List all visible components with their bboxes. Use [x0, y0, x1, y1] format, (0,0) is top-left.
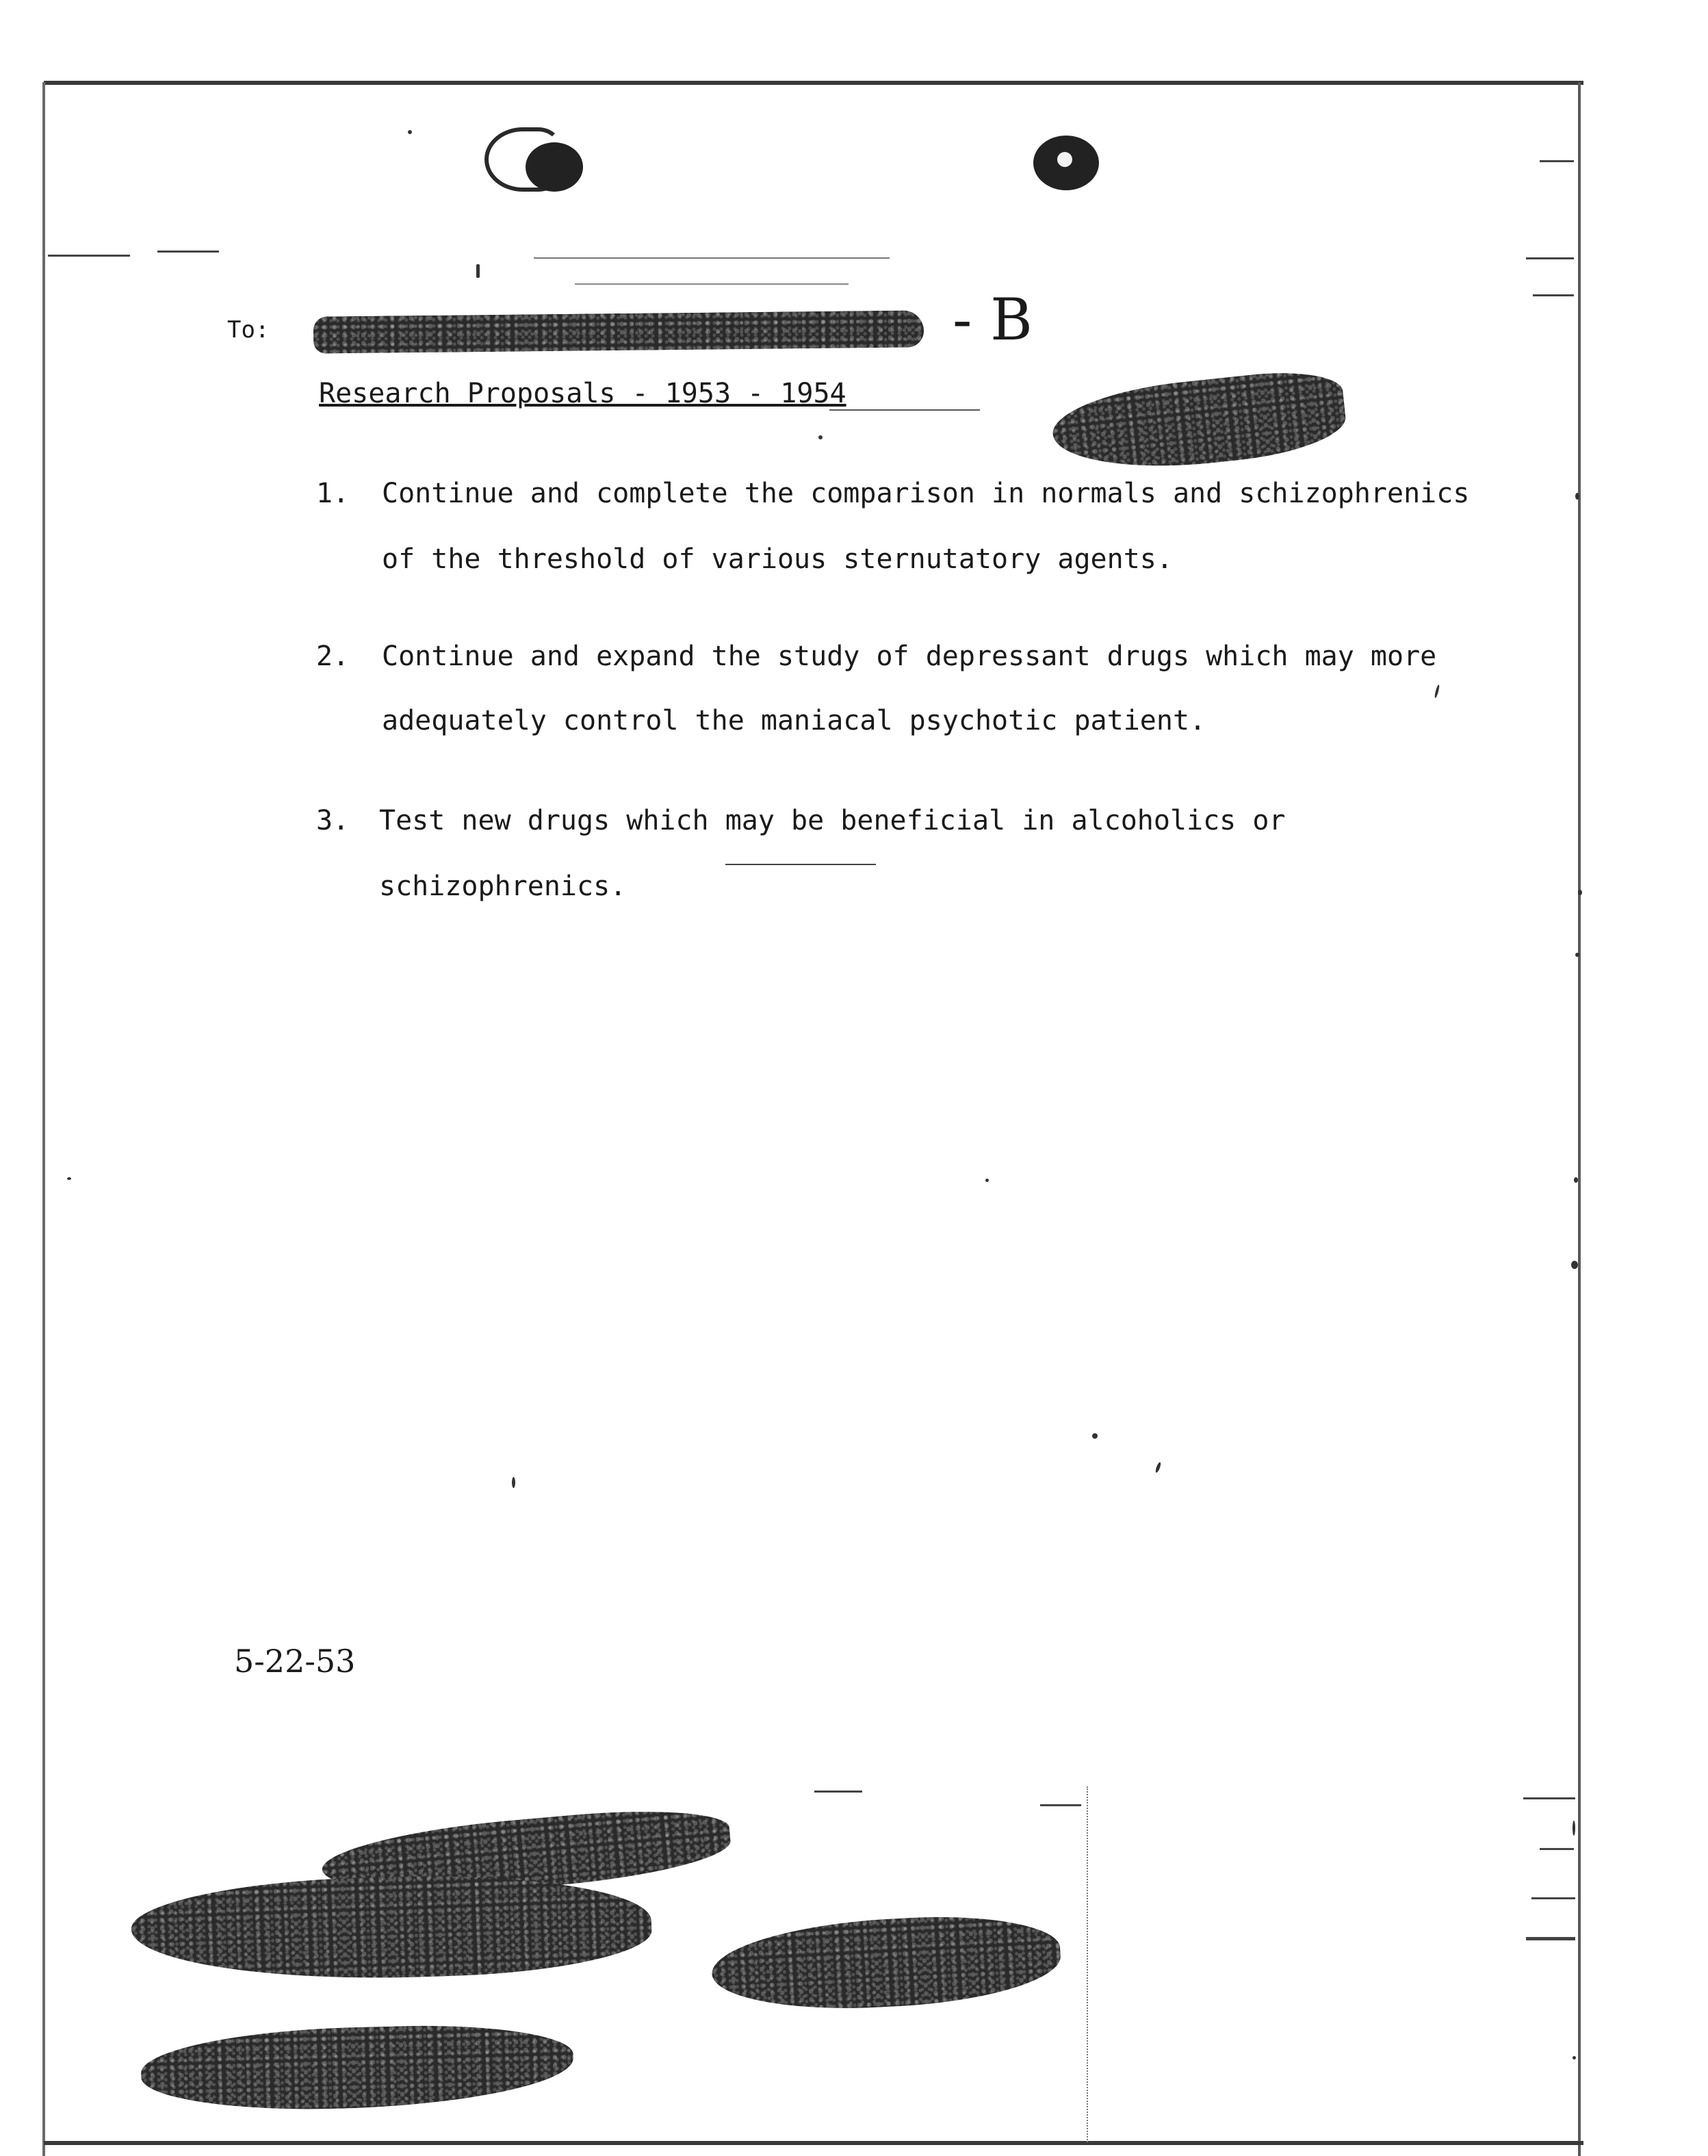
scan-noise	[1571, 1261, 1578, 1269]
item-line: schizophrenics.	[379, 871, 627, 902]
scan-noise	[512, 1477, 515, 1488]
redaction-bottom	[710, 1910, 1063, 2016]
fold-line	[1087, 1786, 1089, 2142]
redaction-recipient	[313, 310, 924, 353]
item-line: of the threshold of various sternutatory agents.	[382, 543, 1173, 575]
scan-noise	[814, 1791, 862, 1793]
scan-noise	[1040, 1804, 1081, 1806]
scan-noise	[1533, 294, 1574, 296]
handwritten-b-mark: - B	[953, 286, 1033, 353]
heading-underline-extension	[829, 409, 980, 411]
page-right-edge	[1578, 82, 1581, 2156]
item-line: Test new drugs which may be beneficial in alcoholics or	[379, 805, 1286, 836]
to-label: To:	[227, 316, 270, 344]
scan-noise	[1540, 1848, 1574, 1850]
punch-hole-right-center	[1057, 152, 1072, 167]
scan-noise	[985, 1179, 989, 1182]
item-number: 3.	[316, 805, 350, 836]
scan-noise	[48, 255, 130, 257]
page-left-edge	[42, 82, 45, 2156]
scan-noise	[1573, 2056, 1576, 2059]
item-line: adequately control the maniacal psychotic patient.	[382, 705, 1206, 736]
scan-noise	[1531, 1897, 1575, 1899]
scan-noise	[1526, 257, 1574, 259]
page-top-edge	[44, 81, 1583, 85]
scan-noise	[725, 864, 876, 865]
item-line: Continue and expand the study of depressant drugs which may more	[382, 641, 1437, 672]
scan-noise	[1434, 684, 1440, 698]
item-number: 2.	[316, 641, 350, 672]
scan-noise	[67, 1177, 71, 1180]
scan-noise	[476, 264, 480, 278]
scan-noise	[1573, 1821, 1575, 1836]
item-number: 1.	[316, 478, 350, 509]
punch-hole-left	[526, 142, 583, 192]
scan-noise	[1154, 1462, 1161, 1474]
scan-noise	[408, 130, 412, 134]
scan-noise	[534, 257, 890, 259]
scan-noise	[1523, 1797, 1575, 1799]
redaction-bottom	[140, 2022, 575, 2114]
scan-noise	[818, 435, 823, 439]
scan-noise	[1540, 160, 1574, 162]
scan-noise	[157, 251, 219, 253]
scan-noise	[575, 283, 849, 285]
scan-noise	[1575, 493, 1579, 500]
redaction-bottom	[130, 1868, 654, 1987]
scan-noise	[1575, 953, 1579, 957]
redaction-top-right	[1049, 365, 1349, 479]
scan-noise	[1574, 1177, 1578, 1183]
page-bottom-edge	[44, 2141, 1583, 2145]
handwritten-date: 5-22-53	[234, 1643, 356, 1680]
memo-heading: Research Proposals - 1953 - 1954	[319, 378, 846, 409]
scan-noise	[1092, 1433, 1098, 1439]
scan-noise	[1526, 1937, 1575, 1940]
item-line: Continue and complete the comparison in normals and schizophrenics	[382, 478, 1470, 509]
scan-noise	[1578, 890, 1582, 895]
